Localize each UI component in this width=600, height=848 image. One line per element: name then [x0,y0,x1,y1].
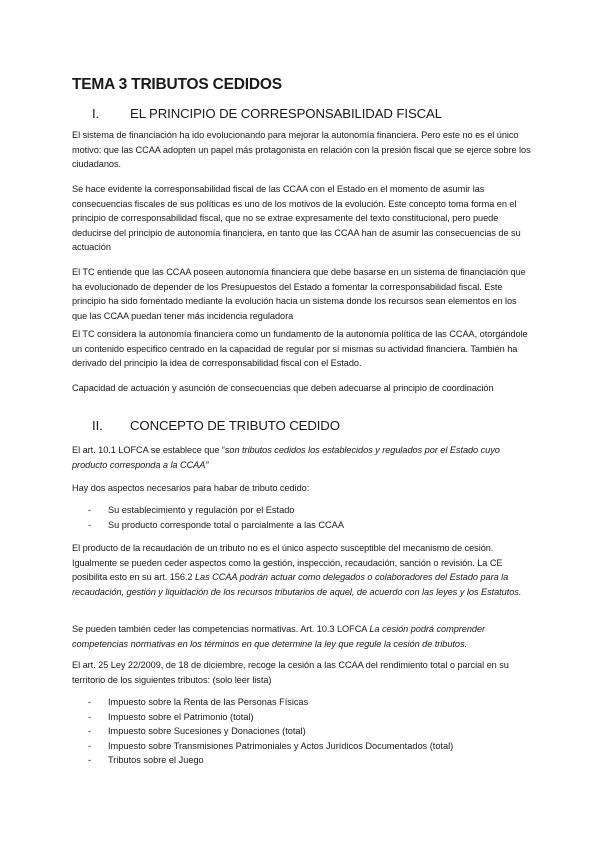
text-run: Se pueden también ceder las competencias normativas. Art. 10.3 LOFCA [72,624,370,634]
paragraph [72,541,534,599]
paragraph: El TC considera la autonomía financiera como un fundamento de la autonomía política de las CCAA, otorgándole un contenido especifico centrado en la capacidad de regular por sí mismas su actividad financiera. También ha derivado del principio la idea de corresponsabilidad fiscal con el Estado. [72,329,528,369]
quote-text: son tributos cedidos los establecidos y regulados por el Estado cuyo producto corresponda a la CCAA” [72,445,500,470]
list-item: - Impuesto sobre la Renta de las Personas Físicas [88,695,453,710]
section-1-title: EL PRINCIPIO DE CORRESPONSABILIDAD FISCAL [130,106,442,121]
paragraph: El art. 25 Ley 22/2009, de 18 de diciembre, recoge la cesión a las CCAA del rendimiento total o parcial en su territorio de los siguientes tributos: (solo leer lista) [72,660,509,685]
list-item: - Impuesto sobre Transmisiones Patrimoniales y Actos Jurídicos Documentados (total) [88,739,453,754]
quote-text: La cesión podrá comprender competencias normativas en los términos en que determine la ley que regule la cesión de tributos. [72,624,486,649]
text-run: El art. 10.1 LOFCA se establece que “ [72,445,225,455]
quote-text: Las CCAA podrán actuar como delegados o colaboradores del Estado para la recaudación, gestión y liquidación de los recursos tributarios de aquel, de acuerdo con las leyes y los Estatutos. [72,572,522,597]
paragraph: Capacidad de actuación y asunción de consecuencias que deben adecuarse al principio de coordinación [72,383,494,393]
section-2-number: II. [92,418,103,433]
tributes-list [88,695,453,768]
paragraph: El TC entiende que las CCAA poseen autonomía financiera que debe basarse en un sistema de financiación que ha evolucionado de depender de los Presupuestos del Estado a fomentar la corresponsabilidad fiscal. Este principio ha sido fomentado mediante la evolución hacia un sistema donde los recursos sean elementos en los que las CCAA puedan tener más incidencia reguladora [72,267,526,321]
list-item: - Impuesto sobre el Patrimonio (total) [88,710,453,725]
paragraph: El sistema de financiación ha ido evolucionando para mejorar la autonomía financiera. Pero este no es el único motivo: que las CCAA adopten un papel más protagonista en relación con la presión fiscal que se ejerce sobre los ciudadanos. [72,130,531,170]
list-item: - Impuesto sobre Sucesiones y Donaciones (total) [88,724,453,739]
requirements-list [88,503,344,532]
section-1-number: I. [92,106,100,121]
list-item: - Su establecimiento y regulación por el Estado [88,503,344,518]
paragraph [72,443,534,472]
section-2-title: CONCEPTO DE TRIBUTO CEDIDO [130,418,340,433]
list-item: - Tributos sobre el Juego [88,753,453,768]
text-run: El producto de la recaudación de un tributo no es el único aspecto susceptible del mecanismo de cesión. Igualmente se pueden ceder aspectos como la gestión, inspección, recaudación, sanción o revisión. La CE posibilita esto en su art. 156.2 [72,543,503,583]
section-1-heading [92,106,442,121]
list-item: - Su producto corresponde total o parcialmente a las CCAA [88,518,344,533]
document-title: TEMA 3 TRIBUTOS CEDIDOS [72,76,282,93]
paragraph [72,622,534,651]
section-2-heading [92,418,340,433]
paragraph: Se hace evidente la corresponsabilidad fiscal de las CCAA con el Estado en el momento de asumir las consecuencias fiscales de sus políticas es uno de los motivos de la evolución. Este concepto toma forma en el principio de corresponsabilidad fiscal, que no se extrae expresamente del texto constitucional, pero puede deducirse del principio de autonomía financiera, en tanto que las CCAA han de asumir las consecuencias de su actuación [72,184,521,253]
paragraph: Hay dos aspectos necesarios para habar de tributo cedido: [72,483,310,493]
